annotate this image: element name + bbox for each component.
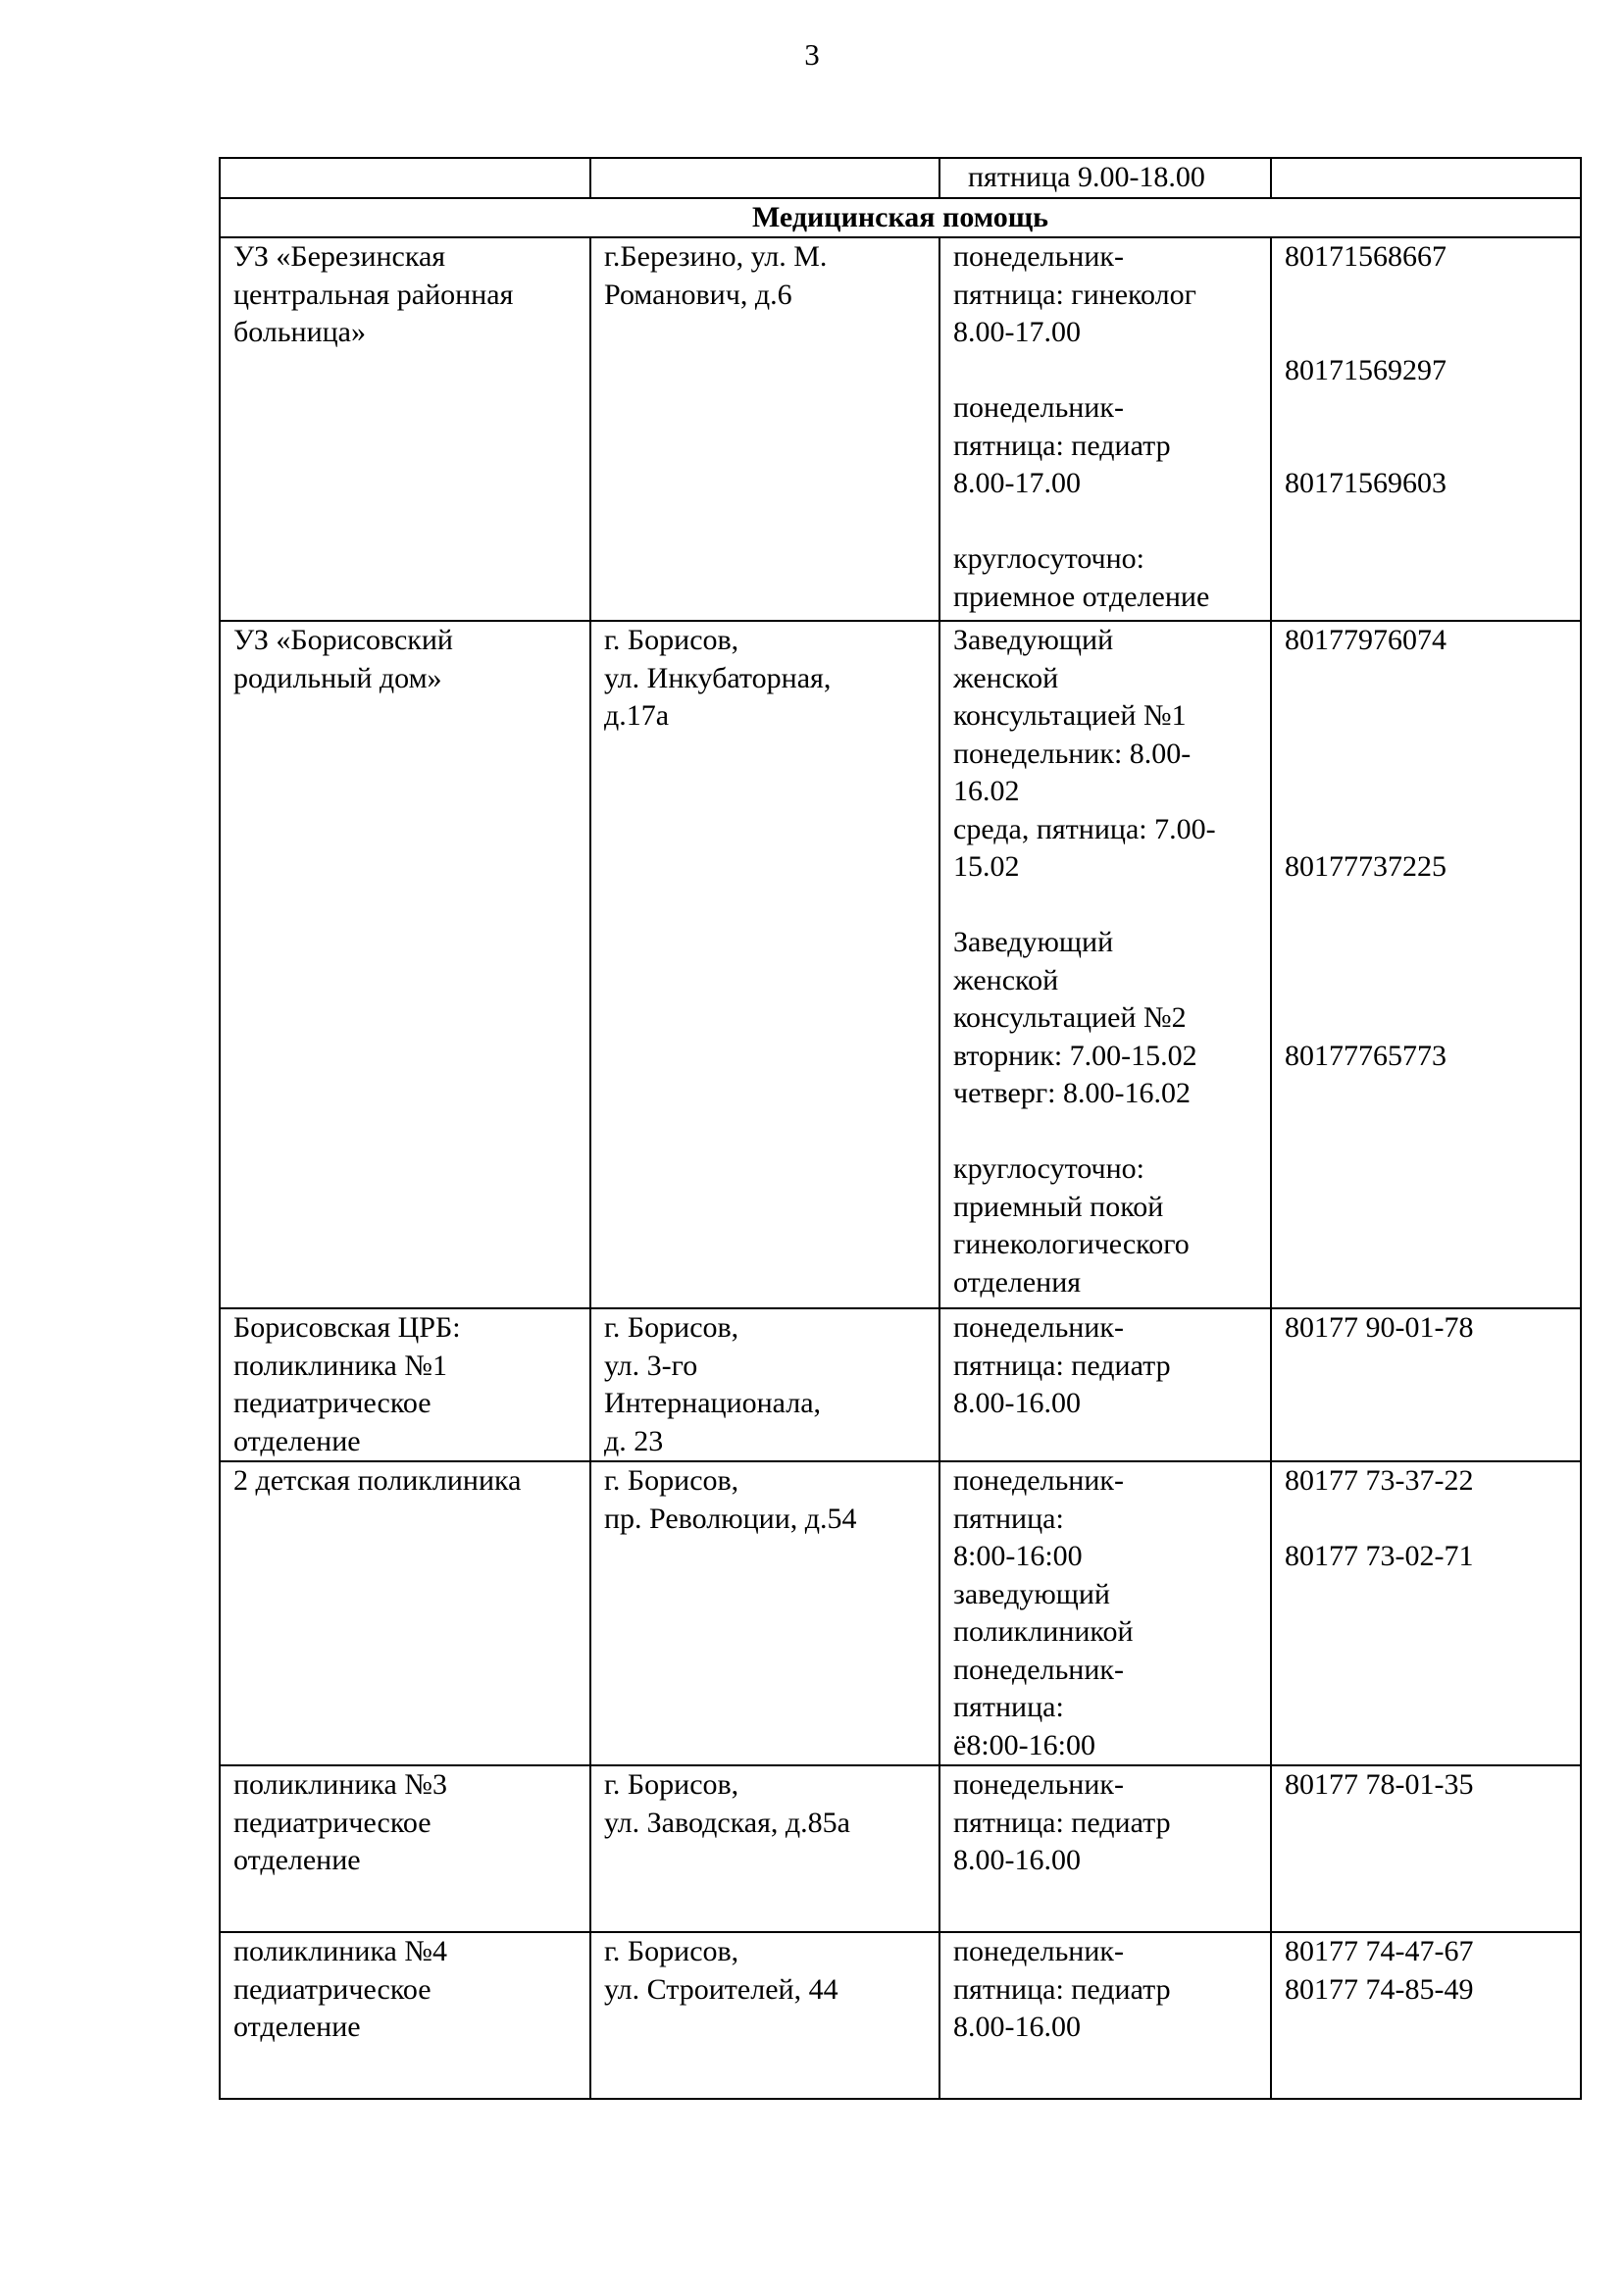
phones-cell: 80177976074 80177737225 80177765773 (1271, 621, 1581, 1308)
page-number: 3 (804, 37, 820, 72)
address-cell (590, 158, 939, 198)
address-cell: г.Березино, ул. М. Романович, д.6 (590, 237, 939, 621)
hours-cell: Заведующий женской консультацией №1 понедельник: 8.00- 16.02 среда, пятница: 7.00- 15.02 Заведующий женской консультацией №2 вторник: 7.00-15.02 четверг: 8.00-16.02 круглосуточно: приемный покой гинекологического отделения (939, 621, 1271, 1308)
address-cell: г. Борисов, ул. 3-го Интернационала, д. 23 (590, 1308, 939, 1461)
table-row (220, 621, 1581, 1308)
address-cell: г. Борисов, ул. Инкубаторная, д.17а (590, 621, 939, 1308)
name-cell (220, 158, 590, 198)
address-cell: г. Борисов, ул. Заводская, д.85а (590, 1765, 939, 1932)
table-row (220, 1308, 1581, 1461)
phones-cell: 80177 78-01-35 (1271, 1765, 1581, 1932)
table-row (220, 1765, 1581, 1932)
hours-cell: понедельник- пятница: педиатр 8.00-16.00 (939, 1308, 1271, 1461)
hours-cell: пятница 9.00-18.00 (939, 158, 1271, 198)
services-table (219, 157, 1582, 2100)
phones-cell: 80177 90-01-78 (1271, 1308, 1581, 1461)
phones-cell: 80171568667 80171569297 80171569603 (1271, 237, 1581, 621)
phones-cell: 80177 74-47-67 80177 74-85-49 (1271, 1932, 1581, 2099)
table-row (220, 237, 1581, 621)
name-cell: поликлиника №4 педиатрическое отделение (220, 1932, 590, 2099)
name-cell: УЗ «Борисовский родильный дом» (220, 621, 590, 1308)
hours-cell: понедельник- пятница: педиатр 8.00-16.00 (939, 1765, 1271, 1932)
address-cell: г. Борисов, пр. Революции, д.54 (590, 1461, 939, 1765)
name-cell: поликлиника №3 педиатрическое отделение (220, 1765, 590, 1932)
hours-cell: понедельник- пятница: 8:00-16:00 заведующий поликлиникой понедельник- пятница: ё8:00-16:00 (939, 1461, 1271, 1765)
table-row (220, 1932, 1581, 2099)
name-cell: Борисовская ЦРБ: поликлиника №1 педиатрическое отделение (220, 1308, 590, 1461)
hours-cell: понедельник- пятница: педиатр 8.00-16.00 (939, 1932, 1271, 2099)
table-row (220, 1461, 1581, 1765)
hours-cell: понедельник- пятница: гинеколог 8.00-17.00 понедельник- пятница: педиатр 8.00-17.00 круглосуточно: приемное отделение (939, 237, 1271, 621)
section-header-row (220, 198, 1581, 238)
section-title: Медицинская помощь (220, 198, 1581, 238)
address-cell: г. Борисов, ул. Строителей, 44 (590, 1932, 939, 2099)
name-cell: УЗ «Березинская центральная районная больница» (220, 237, 590, 621)
phones-cell (1271, 158, 1581, 198)
table-row (220, 158, 1581, 198)
name-cell: 2 детская поликлиника (220, 1461, 590, 1765)
phones-cell: 80177 73-37-22 80177 73-02-71 (1271, 1461, 1581, 1765)
